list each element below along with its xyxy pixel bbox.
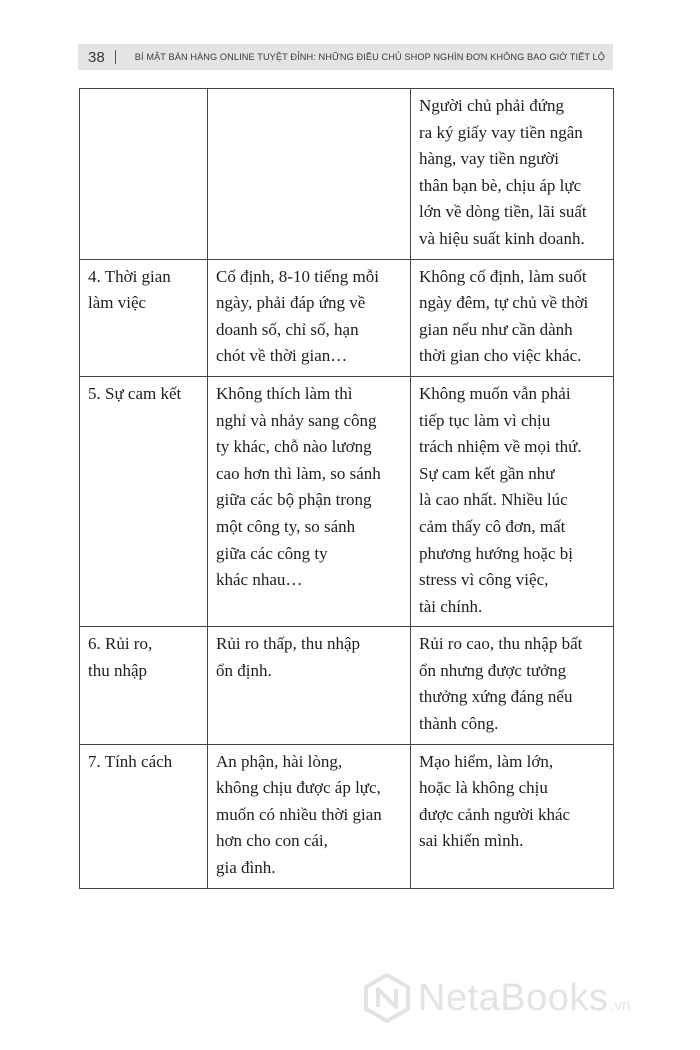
criterion-cell: 6. Rủi ro, thu nhập (80, 627, 208, 744)
criterion-cell: 5. Sự cam kết (80, 376, 208, 626)
table-row (80, 744, 614, 888)
owner-cell: Rủi ro cao, thu nhập bất ổn nhưng được tưởng thưởng xứng đáng nếu thành công. (411, 627, 614, 744)
owner-cell: Không cố định, làm suốt ngày đêm, tự chủ về thời gian nếu như cần dành thời gian cho việc khác. (411, 259, 614, 376)
employee-cell: Không thích làm thì nghỉ và nhảy sang công ty khác, chỗ nào lương cao hơn thì làm, so sánh giữa các bộ phận trong một công ty, so sánh giữa các công ty khác nhau… (208, 376, 411, 626)
criterion-cell: 7. Tính cách (80, 744, 208, 888)
netabooks-logo-icon (362, 973, 412, 1023)
watermark-brand: NetaBooks (418, 976, 609, 1019)
netabooks-watermark (362, 973, 630, 1023)
table-row (80, 376, 614, 626)
running-header (78, 44, 613, 70)
employee-cell: An phận, hài lòng, không chịu được áp lực, muốn có nhiều thời gian hơn cho con cái, gia đình. (208, 744, 411, 888)
table-row (80, 627, 614, 744)
page-number: 38 (88, 48, 105, 66)
employee-cell (208, 89, 411, 260)
running-title: BÍ MẬT BÁN HÀNG ONLINE TUYỆT ĐỈNH: NHỮNG ĐIỀU CHỦ SHOP NGHÌN ĐƠN KHÔNG BAO GIỜ TIẾT LỘ (134, 52, 605, 62)
employee-cell: Rủi ro thấp, thu nhập ổn định. (208, 627, 411, 744)
owner-cell: Người chủ phải đứng ra ký giấy vay tiền ngân hàng, vay tiền người thân bạn bè, chịu áp lực lớn về dòng tiền, lãi suất và hiệu suất kinh doanh. (411, 89, 614, 260)
header-divider (115, 50, 116, 64)
table-row (80, 259, 614, 376)
owner-cell: Mạo hiểm, làm lớn, hoặc là không chịu được cảnh người khác sai khiến mình. (411, 744, 614, 888)
owner-cell: Không muốn vẫn phải tiếp tục làm vì chịu trách nhiệm về mọi thứ. Sự cam kết gần như là cao nhất. Nhiều lúc cảm thấy cô đơn, mất phương hướng hoặc bị stress vì công việc, tài chính. (411, 376, 614, 626)
watermark-suffix: .vn (610, 996, 631, 1014)
employee-cell: Cố định, 8-10 tiếng mỗi ngày, phải đáp ứng về doanh số, chỉ số, hạn chót về thời gian… (208, 259, 411, 376)
criterion-cell: 4. Thời gian làm việc (80, 259, 208, 376)
criterion-cell (80, 89, 208, 260)
table-row (80, 89, 614, 260)
comparison-table (79, 88, 614, 889)
